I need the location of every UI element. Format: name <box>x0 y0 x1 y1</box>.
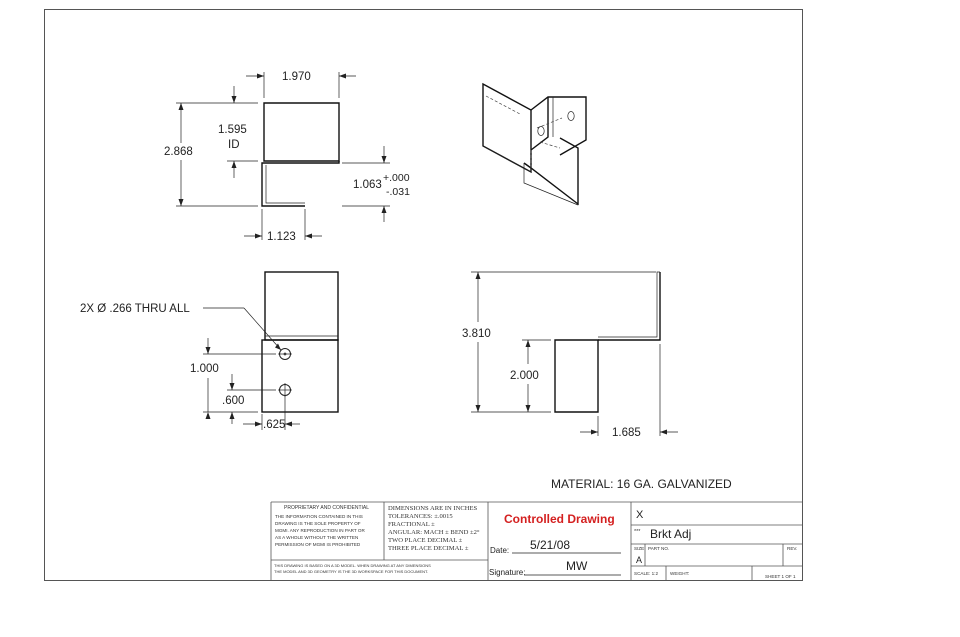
signature-value: MW <box>566 559 588 573</box>
tolerance-line: THREE PLACE DECIMAL ± <box>388 545 469 552</box>
part-no-label: PART NO. <box>648 546 670 551</box>
title-x: X <box>636 509 644 521</box>
dim-channel-height: 2.000 <box>510 370 539 382</box>
hole-callout: 2X Ø .266 THRU ALL <box>80 303 190 315</box>
proprietary-footer: THIS DRAWING IS BASED ON A 3D MODEL. WHEN DRAWING AT ANY DIMENSIONS <box>274 563 431 568</box>
title-marker: *** <box>634 529 641 535</box>
tolerance-line: TOLERANCES: ±.0015 <box>388 513 453 520</box>
part-title: Brkt Adj <box>650 527 692 541</box>
tolerance-line: ANGULAR: MACH ± BEND ±2° <box>388 529 480 536</box>
date-value: 5/21/08 <box>530 538 571 552</box>
dim-overall-height: 3.810 <box>462 328 491 340</box>
dim-id-suffix: ID <box>228 139 240 151</box>
dim-flange: 1.123 <box>267 231 296 243</box>
date-label: Date: <box>490 546 510 555</box>
dim-lip-tol-plus: +.000 <box>383 172 410 184</box>
tolerance-line: FRACTIONAL ± <box>388 521 435 528</box>
dim-hole-x: .625 <box>263 419 286 431</box>
proprietary-line: AS A WHOLE WITHOUT THE WRITTEN <box>275 535 359 540</box>
tolerance-line: DIMENSIONS ARE IN INCHES <box>388 505 478 512</box>
controlled-drawing-label: Controlled Drawing <box>504 512 615 526</box>
size-value: A <box>636 555 643 565</box>
proprietary-footer: THE MODEL AND 3D GEOMETRY IS THE 3D WORKSPACE FOR THIS DOCUMENT. <box>274 569 429 574</box>
signature-label: Signature: <box>489 568 526 577</box>
dim-flange-depth: 1.685 <box>612 427 641 439</box>
dim-id: 1.595 <box>218 124 247 136</box>
proprietary-line: THE INFORMATION CONTAINED IN THIS <box>275 514 363 519</box>
rev-label: REV. <box>787 546 798 551</box>
weight-label: WEIGHT: <box>670 571 690 576</box>
proprietary-line: MGMI. ANY REPRODUCTION IN PART OR <box>275 528 365 533</box>
proprietary-line: DRAWING IS THE SOLE PROPERTY OF <box>275 521 361 526</box>
size-label: SIZE <box>634 546 645 551</box>
proprietary-heading: PROPRIETARY AND CONFIDENTIAL <box>284 505 370 511</box>
dim-hole-spacing: 1.000 <box>190 363 219 375</box>
proprietary-line: PERMISSION OF MGMI IS PROHIBITED <box>275 542 361 547</box>
dim-lip: 1.063 <box>353 179 382 191</box>
sheet-label: SHEET 1 OF 1 <box>765 574 796 579</box>
scale-label: SCALE: 1:2 <box>634 571 659 576</box>
dim-lip-tol-minus: -.031 <box>386 186 410 198</box>
dim-hole-edge: .600 <box>222 395 245 407</box>
material-note: MATERIAL: 16 GA. GALVANIZED <box>551 477 732 491</box>
dim-height: 2.868 <box>164 146 193 158</box>
dim-width: 1.970 <box>282 71 311 83</box>
sheet-border <box>45 10 803 581</box>
tolerance-line: TWO PLACE DECIMAL ± <box>388 537 463 544</box>
